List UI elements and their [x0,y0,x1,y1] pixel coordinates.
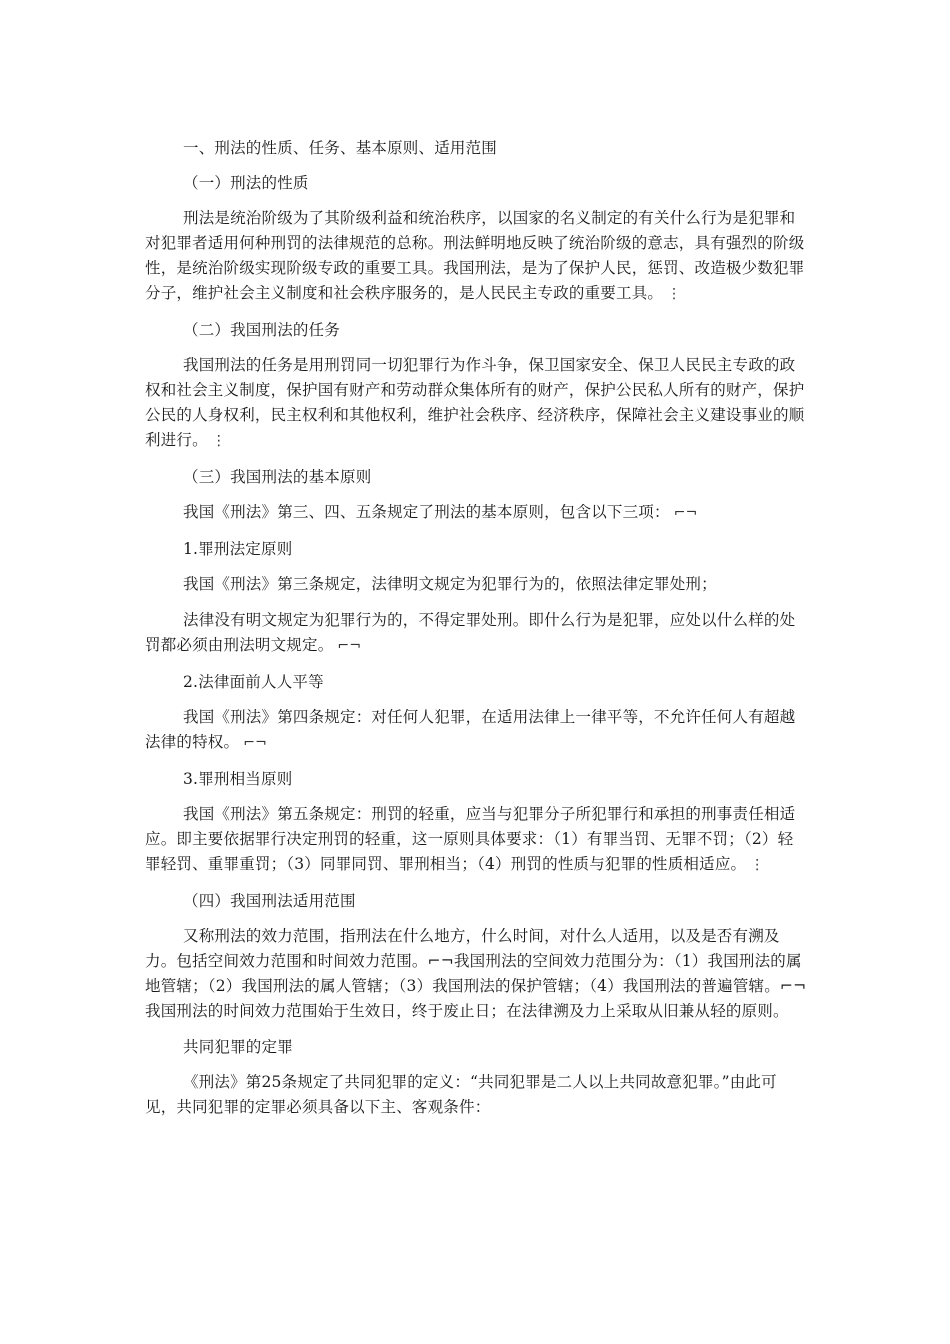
paragraph-mark-icon: ⌐¬ [243,735,268,751]
body-paragraph: 我国《刑法》第三条规定，法律明文规定为犯罪行为的，依照法律定罪处刑； [183,575,717,593]
list-item-heading: 3.罪刑相当原则 [183,770,293,788]
paragraph-mark-icon: ⋮ [667,286,682,302]
document-page [145,136,807,1131]
list-item-heading: 1.罪刑法定原则 [183,540,293,558]
section-title: 一、刑法的性质、任务、基本原则、适用范围 [183,139,498,157]
list-item-heading: 2.法律面前人人平等 [183,673,324,691]
paragraph-mark-icon: ⋮ [750,857,765,873]
body-paragraph: 又称刑法的效力范围，指刑法在什么地方，什么时间，对什么人适用，以及是否有溯及力。包括空间效力范围和时间效力范围。⌐¬我国刑法的空间效力范围分为：（1）我国刑法的属地管辖；（2）我国刑法的属人管辖；（3）我国刑法的保护管辖；（4）我国刑法的普遍管辖。⌐¬我国刑法的时间效力范围始于生效日，终于废止日；在法律溯及力上采取从旧兼从轻的原则。 [145,927,807,1020]
paragraph-mark-icon: ⌐¬ [673,505,698,521]
body-paragraph: 《刑法》第25条规定了共同犯罪的定义：“共同犯罪是二人以上共同故意犯罪。”由此可见，共同犯罪的定罪必须具备以下主、客观条件： [145,1073,777,1116]
paragraph-mark-icon: ⌐¬ [337,638,362,654]
body-paragraph: 法律没有明文规定为犯罪行为的，不得定罪处刑。即什么行为是犯罪，应处以什么样的处罚都必须由刑法明文规定。 ⌐¬ [145,608,807,659]
body-paragraph: 我国《刑法》第五条规定：刑罚的轻重，应当与犯罪分子所犯罪行和承担的刑事责任相适应。即主要依据罪行决定刑罚的轻重，这一原则具体要求：（1）有罪当罚、无罪不罚；（2）轻罪轻罚、重罪重罚；（3）同罪同罚、罪刑相当；（4）刑罚的性质与犯罪的性质相适应。 ⋮ [145,802,807,878]
body-paragraph: 我国《刑法》第三、四、五条规定了刑法的基本原则，包含以下三项： ⌐¬ [145,500,807,526]
subsection-heading: （二）我国刑法的任务 [183,321,341,339]
paragraph-mark-icon: ⋮ [211,433,227,449]
body-paragraph: 刑法是统治阶级为了其阶级利益和统治秩序，以国家的名义制定的有关什么行为是犯罪和对犯罪者适用何种刑罚的法律规范的总称。刑法鲜明地反映了统治阶级的意志，具有强烈的阶级性，是统治阶级实现阶级专政的重要工具。我国刑法，是为了保护人民，惩罚、改造极少数犯罪分子，维护社会主义制度和社会秩序服务的，是人民民主专政的重要工具。 ⋮ [145,206,807,307]
subsection-heading: （一）刑法的性质 [183,174,309,192]
subsection-heading: （四）我国刑法适用范围 [183,892,356,910]
body-paragraph: 我国《刑法》第四条规定：对任何人犯罪，在适用法律上一律平等，不允许任何人有超越法律的特权。 ⌐¬ [145,705,807,756]
section-title: 共同犯罪的定罪 [183,1038,293,1056]
subsection-heading: （三）我国刑法的基本原则 [183,468,372,486]
body-paragraph: 我国刑法的任务是用刑罚同一切犯罪行为作斗争，保卫国家安全、保卫人民民主专政的政权和社会主义制度，保护国有财产和劳动群众集体所有的财产，保护公民私人所有的财产，保护公民的人身权利，民主权利和其他权利，维护社会秩序、经济秩序，保障社会主义建设事业的顺利进行。 ⋮ [145,353,807,454]
